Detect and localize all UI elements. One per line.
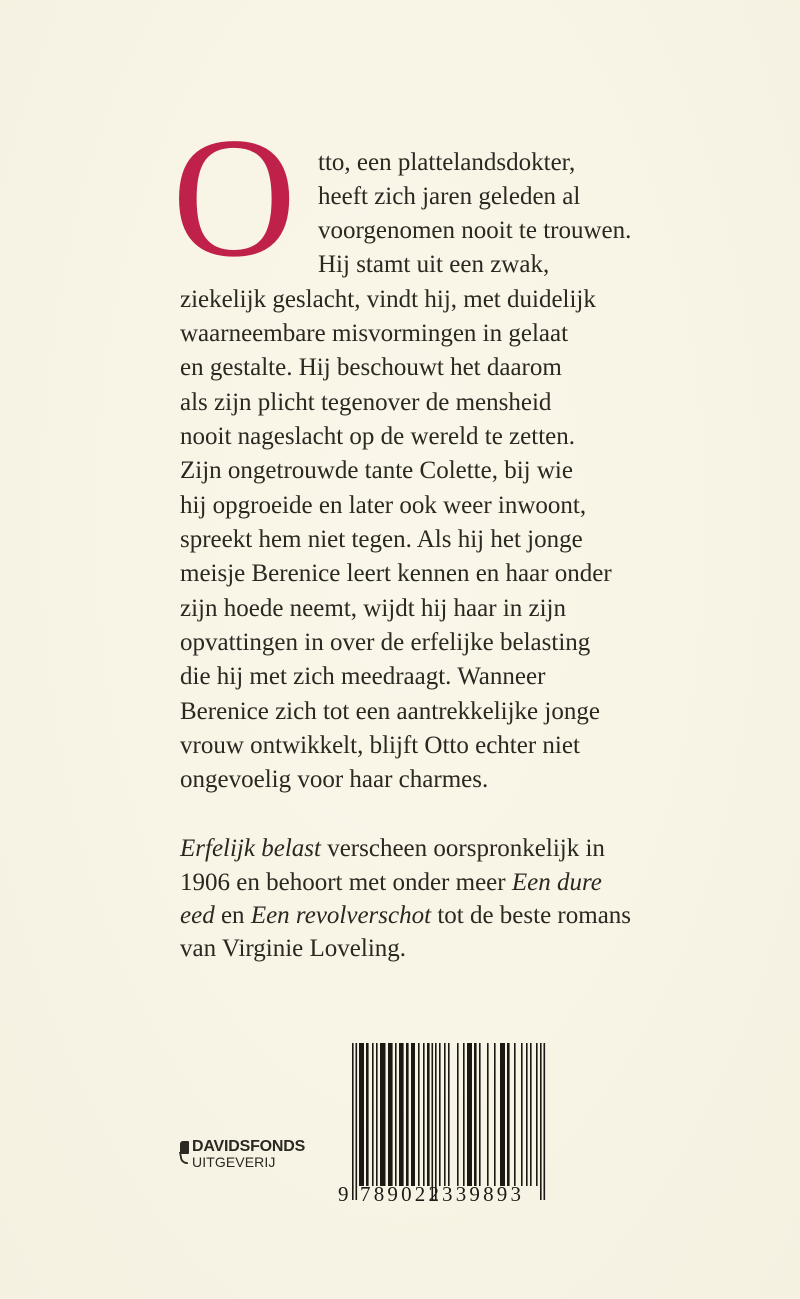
blurb-text: 1906 en behoort met onder meer bbox=[180, 869, 512, 896]
blurb-line: die hij met zich meedraagt. Wanneer bbox=[180, 663, 546, 690]
blurb-line: tto, een plattelandsdokter, bbox=[318, 149, 576, 176]
blurb-line: Berenice zich tot een aantrekkelijke jonge bbox=[180, 698, 600, 725]
blurb-line: zijn hoede neemt, wijdt hij haar in zijn bbox=[180, 595, 566, 622]
blurb-text: verscheen oorspronkelijk in bbox=[320, 835, 605, 862]
blurb-line bbox=[180, 834, 605, 864]
blurb-line: ziekelijk geslacht, vindt hij, met duidelijk bbox=[180, 286, 596, 313]
blurb-line: heeft zich jaren geleden al bbox=[318, 183, 581, 210]
blurb-line bbox=[180, 868, 602, 898]
publisher-name: DAVIDSFONDS bbox=[192, 1138, 306, 1155]
blurb-text: tot de beste romans bbox=[431, 902, 632, 929]
publisher-logo bbox=[180, 1139, 330, 1169]
blurb-line: als zijn plicht tegenover de mensheid bbox=[180, 389, 552, 416]
blurb-line: nooit nageslacht op de wereld te zetten. bbox=[180, 423, 575, 450]
publisher-subtitle: UITGEVERIJ bbox=[192, 1154, 276, 1170]
blurb-line: voorgenomen nooit te trouwen. bbox=[318, 217, 632, 244]
blurb-line: waarneembare misvormingen in gelaat bbox=[180, 320, 569, 347]
book-title-italic: eed bbox=[180, 902, 215, 929]
barcode-right-digits: 339893 bbox=[442, 1182, 525, 1206]
blurb-line bbox=[180, 934, 406, 964]
book-title-italic: Erfelijk belast bbox=[180, 835, 321, 862]
blurb-line: vrouw ontwikkelt, blijft Otto echter niet bbox=[180, 732, 580, 759]
blurb-line: Zijn ongetrouwde tante Colette, bij wie bbox=[180, 457, 573, 484]
isbn-barcode bbox=[338, 1040, 550, 1210]
barcode-left-digits: 789022 bbox=[360, 1182, 443, 1206]
blurb-line: spreekt hem niet tegen. Als hij het jonge bbox=[180, 526, 583, 553]
blurb-line: opvattingen in over de erfelijke belasting bbox=[180, 629, 591, 656]
quote-mark-icon bbox=[180, 1141, 189, 1154]
barcode-lead-digit: 9 bbox=[338, 1182, 352, 1206]
blurb-line: Hij stamt uit een zwak, bbox=[318, 251, 550, 278]
blurb-line: meisje Berenice leert kennen en haar onder bbox=[180, 560, 612, 587]
blurb-line bbox=[180, 901, 631, 931]
book-title-italic: Een revolverschot bbox=[250, 902, 432, 929]
blurb-line: en gestalte. Hij beschouwt het daarom bbox=[180, 354, 562, 381]
blurb-line: ongevoelig voor haar charmes. bbox=[180, 766, 489, 793]
book-title-italic: Een dure bbox=[511, 869, 602, 896]
blurb-line: hij opgroeide en later ook weer inwoont, bbox=[180, 492, 587, 519]
blurb-text: en bbox=[214, 902, 251, 929]
blurb-text: van Virginie Loveling. bbox=[180, 935, 407, 962]
drop-cap-letter: O bbox=[172, 103, 297, 293]
